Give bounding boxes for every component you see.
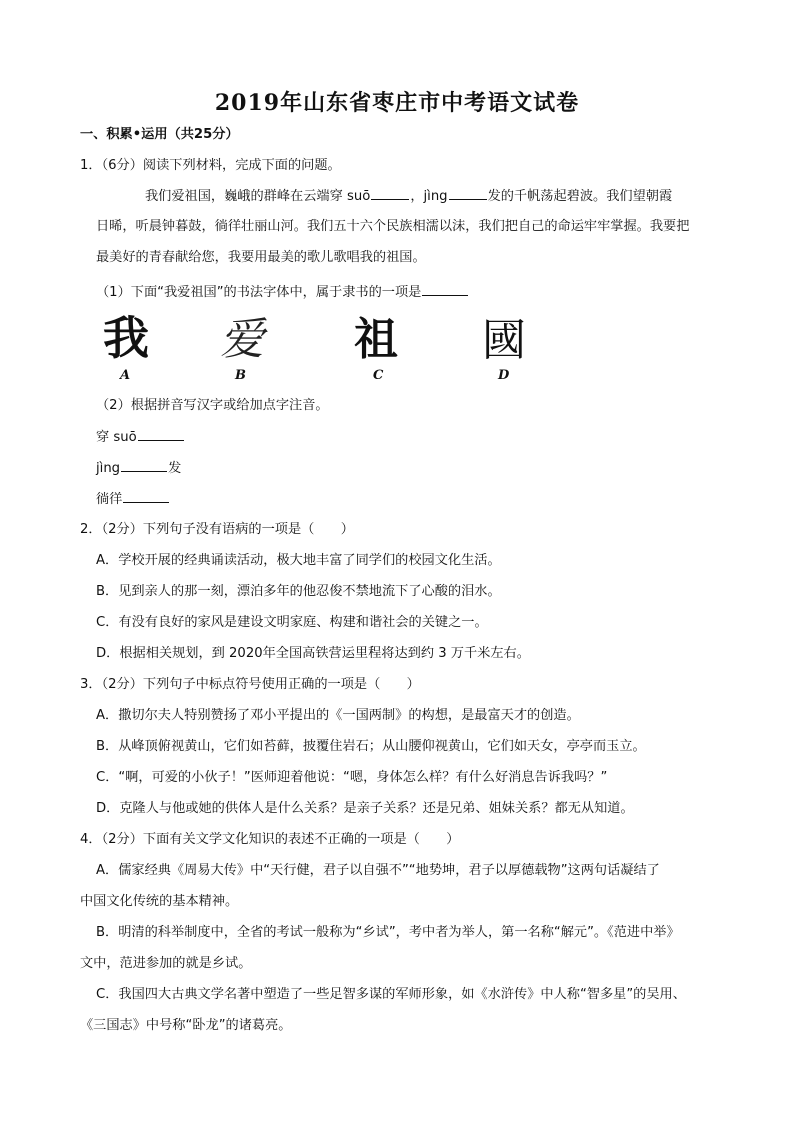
answer-blank xyxy=(123,490,169,503)
q2-stem: 2．（2分）下列句子没有语病的一项是（ ） xyxy=(80,522,354,537)
q1-passage-line-1: 我们爱祖国，巍峨的群峰在云端穿 suō ，jìng 发的千帆荡起碧波。我们望朝霞 xyxy=(145,189,673,204)
blank xyxy=(449,187,487,200)
q3-stem: 3．（2分）下列句子中标点符号使用正确的一项是（ ） xyxy=(80,677,420,692)
q1-fill-1: 穿 suō xyxy=(96,428,185,447)
q3-option-d: D．克隆人与他或她的供体人是什么关系？是亲子关系？还是兄弟、姐妹关系？都无从知道。 xyxy=(96,801,634,816)
calligraphy-glyph-a xyxy=(96,312,156,362)
q1-passage-line-2: 日晞，听晨钟暮鼓，徜徉壮丽山河。我们五十六个民族相濡以沫，我们把自己的命运牢牢掌握。我要把 xyxy=(96,219,690,234)
glyph-label-b: B xyxy=(235,368,246,383)
calligraphy-glyph-b xyxy=(212,312,272,362)
q1-fill-2: jìng 发 xyxy=(96,461,182,476)
svg-text:我: 我 xyxy=(103,312,149,362)
answer-blank xyxy=(138,428,184,441)
answer-blank xyxy=(422,283,468,296)
q1-sub1: （1）下面“我爱祖国”的书法字体中，属于隶书的一项是 xyxy=(96,283,469,302)
q2-option-b: B．见到亲人的那一刻，漂泊多年的他忍俊不禁地流下了心酸的泪水。 xyxy=(96,584,501,599)
q2-option-a: A．学校开展的经典诵读活动，极大地丰富了同学们的校园文化生活。 xyxy=(96,553,501,568)
answer-blank xyxy=(121,459,167,472)
q4-stem: 4．（2分）下面有关文学文化知识的表述不正确的一项是（ ） xyxy=(80,832,460,847)
q4-option-c-line-2: 《三国志》中号称“卧龙”的诸葛亮。 xyxy=(80,1018,292,1033)
glyph-label-d: D xyxy=(498,368,510,383)
glyph-label-a: A xyxy=(120,368,131,383)
q4-option-a-line-1: A．儒家经典《周易大传》中“天行健，君子以自强不”“地势坤，君子以厚德载物”这两句话凝结了 xyxy=(96,863,660,878)
q1-fill-3: 徜徉 xyxy=(96,490,170,509)
q1-stem: 1．（6分）阅读下列材料，完成下面的问题。 xyxy=(80,158,341,173)
q4-option-b-line-1: B．明清的科举制度中，全省的考试一般称为“乡试”，考中者为举人，第一名称“解元”。《范进中举》 xyxy=(96,925,680,940)
glyph-label-c: C xyxy=(373,368,384,383)
q4-option-c-line-1: C．我国四大古典文学名著中塑造了一些足智多谋的军师形象，如《水浒传》中人称“智多星”的吴用、 xyxy=(96,987,686,1002)
svg-text:國: 國 xyxy=(482,315,526,362)
section-heading: 一、积累•运用（共25分） xyxy=(80,127,239,142)
q4-option-b-line-2: 文中，范进参加的就是乡试。 xyxy=(80,956,252,971)
q1-passage-line-3: 最美好的青春献给您，我要用最美的歌儿歌唱我的祖国。 xyxy=(96,250,426,265)
q4-option-a-line-2: 中国文化传统的基本精神。 xyxy=(80,894,239,909)
blank xyxy=(371,187,409,200)
q3-option-c: C．“啊，可爱的小伙子！”医师迎着他说：“嗯，身体怎么样？有什么好消息告诉我吗？” xyxy=(96,770,608,785)
q3-option-b: B．从峰顶俯视黄山，它们如苔藓，披覆住岩石；从山腰仰视黄山，它们如天女，亭亭而玉立。 xyxy=(96,739,646,754)
svg-text:爱: 爱 xyxy=(220,314,264,362)
calligraphy-glyph-d xyxy=(474,312,534,362)
page-title: 2019年山东省枣庄市中考语文试卷 xyxy=(214,90,580,116)
q2-option-c: C．有没有良好的家风是建设文明家庭、构建和谐社会的关键之一。 xyxy=(96,615,488,630)
q3-option-a: A．撒切尔夫人特别赞扬了邓小平提出的《一国两制》的构想，是最富天才的创造。 xyxy=(96,708,580,723)
q2-option-d: D．根据相关规划，到 2020年全国高铁营运里程将达到约 3 万千米左右。 xyxy=(96,646,530,661)
svg-text:祖: 祖 xyxy=(354,314,398,362)
q1-sub2: （2）根据拼音写汉字或给加点字注音。 xyxy=(96,398,329,413)
calligraphy-glyph-c xyxy=(346,312,406,362)
